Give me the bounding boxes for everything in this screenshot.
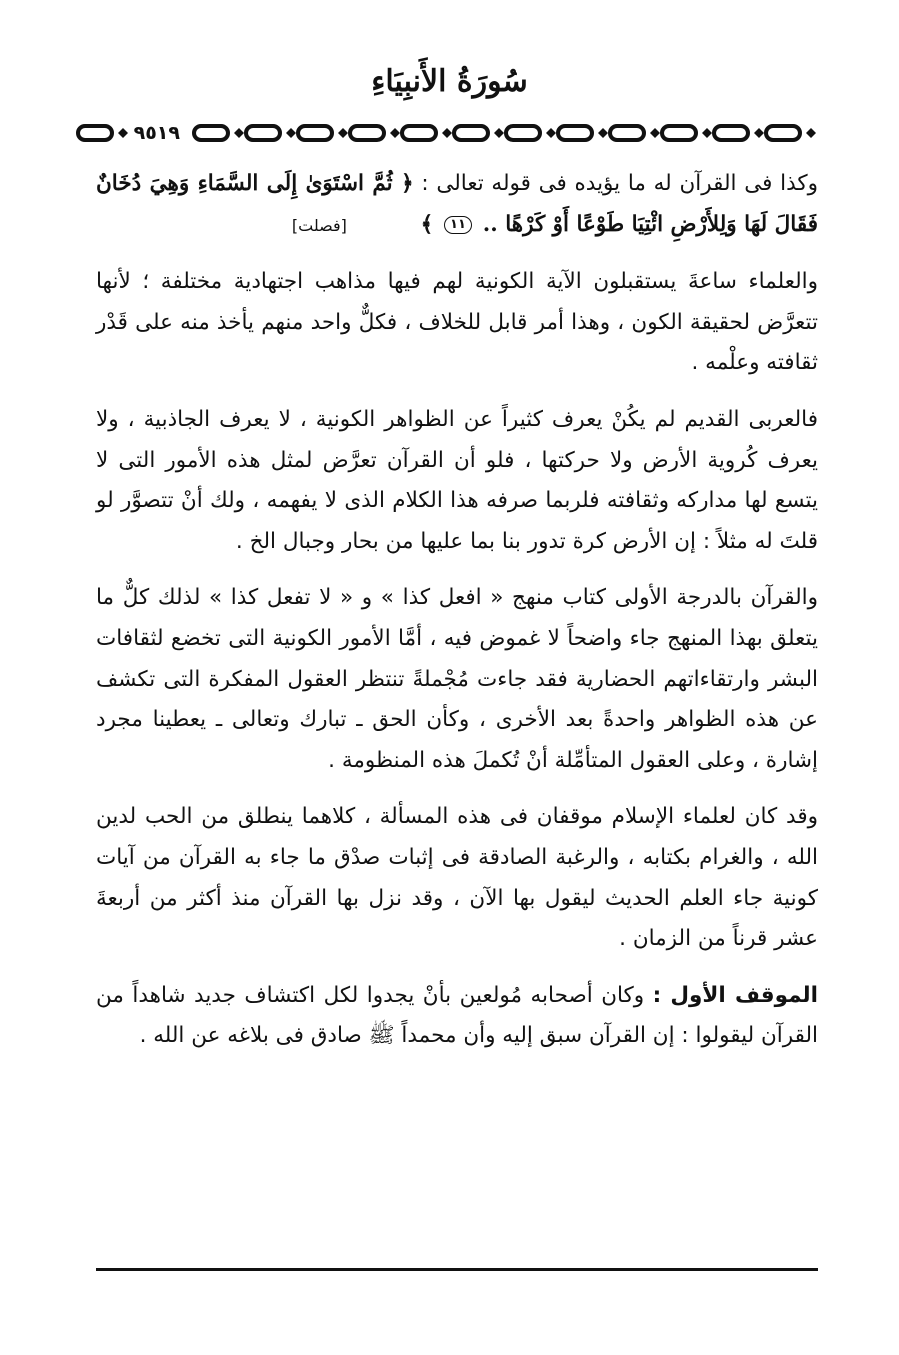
surah-title: سُورَةُ الأَنبِيَاءِ — [371, 64, 528, 99]
surah-reference: [فصلت] — [291, 215, 347, 235]
paragraph-4: والقرآن بالدرجة الأولى كتاب منهج « افعل كذا » و « لا تفعل كذا » لذلك كلٌّ ما يتعلق بهذا المنهج جاء واضحاً لا غموض فيه ، أمَّا الأمور الكونية التى تخضع لثقافات البشر وارتقاءاتهم الحضارية فقد جاءت مُجْملةً تنتظر العقول المفكرة التى تكشف عن هذه الظواهر واحدةً بعد الأخرى ، وكأن الحق ـ تبارك وتعالى ـ يعطينا مجرد إشارة ، وعلى العقول المتأمِّلة أنْ تُكملَ هذه المنظومة . — [96, 585, 818, 773]
header-ornament-bar — [74, 118, 822, 148]
quran-verse: ﴿ ثُمَّ اسْتَوَىٰ إِلَى السَّمَاءِ وَهِيَ دُخَانٌ فَقَالَ لَهَا وَلِلأَرْضِ ائْتِيَا طَوْعًا أَوْ كَرْهًا .. — [96, 171, 818, 237]
section-text: وكان أصحابه مُولعين بأنْ يجدوا لكل اكتشاف جديد شاهداً من القرآن ليقولوا : إن القرآن سبق إليه وأن محمداً ﷺ صادق فى بلاغه عن الله . — [96, 982, 818, 1049]
paragraph-2: والعلماء ساعةَ يستقبلون الآية الكونية لهم فيها مذاهب اجتهادية مختلفة ؛ لأنها تتعرَّض لحقيقة الكون ، وهذا أمر قابل للخلاف ، فكلٌّ واحد منهم يأخذ منه على قَدْر ثقافته وعلْمه . — [96, 269, 818, 376]
page-number: ٩٥١٩ — [132, 118, 182, 148]
paragraph-5: وقد كان لعلماء الإسلام موقفان فى هذه المسألة ، كلاهما ينطلق من الحب لدين الله ، والغرام بكتابه ، والرغبة الصادقة فى إثبات صدْق ما جاء به القرآن من آيات كونية جاء العلم الحديث ليقول بها الآن ، وقد نزل بها القرآن منذ أكثر من أربعةَ عشر قرناً من الزمان . — [96, 804, 818, 952]
paragraph-verse — [96, 164, 818, 246]
ornament-chain-icon — [74, 118, 822, 148]
intro-text: وكذا فى القرآن له ما يؤيده فى قوله تعالى : — [421, 171, 818, 196]
body-text — [96, 164, 818, 1057]
verse-number-badge: ١١ — [444, 216, 472, 234]
paragraph-6 — [96, 976, 818, 1057]
paragraph-3: فالعربى القديم لم يكُنْ يعرف كثيراً عن الظواهر الكونية ، لا يعرف الجاذبية ، ولا يعرف كُروية الأرض ولا حركتها ، فلو أن القرآن تعرَّض لمثل هذه الأمور التى لا يتسع لها مداركه وثقافته فلربما صرفه هذا الكلام الذى لا يفهمه ، ولك أنْ تتصوَّر لو قلتَ له مثلاً : إن الأرض كرة تدور بنا بما عليها من بحار وجبال الخ . — [96, 406, 818, 554]
section-lead: الموقف الأول : — [652, 982, 818, 1008]
quran-close-bracket: ﴾ — [420, 211, 434, 237]
footer-divider — [96, 1268, 818, 1271]
